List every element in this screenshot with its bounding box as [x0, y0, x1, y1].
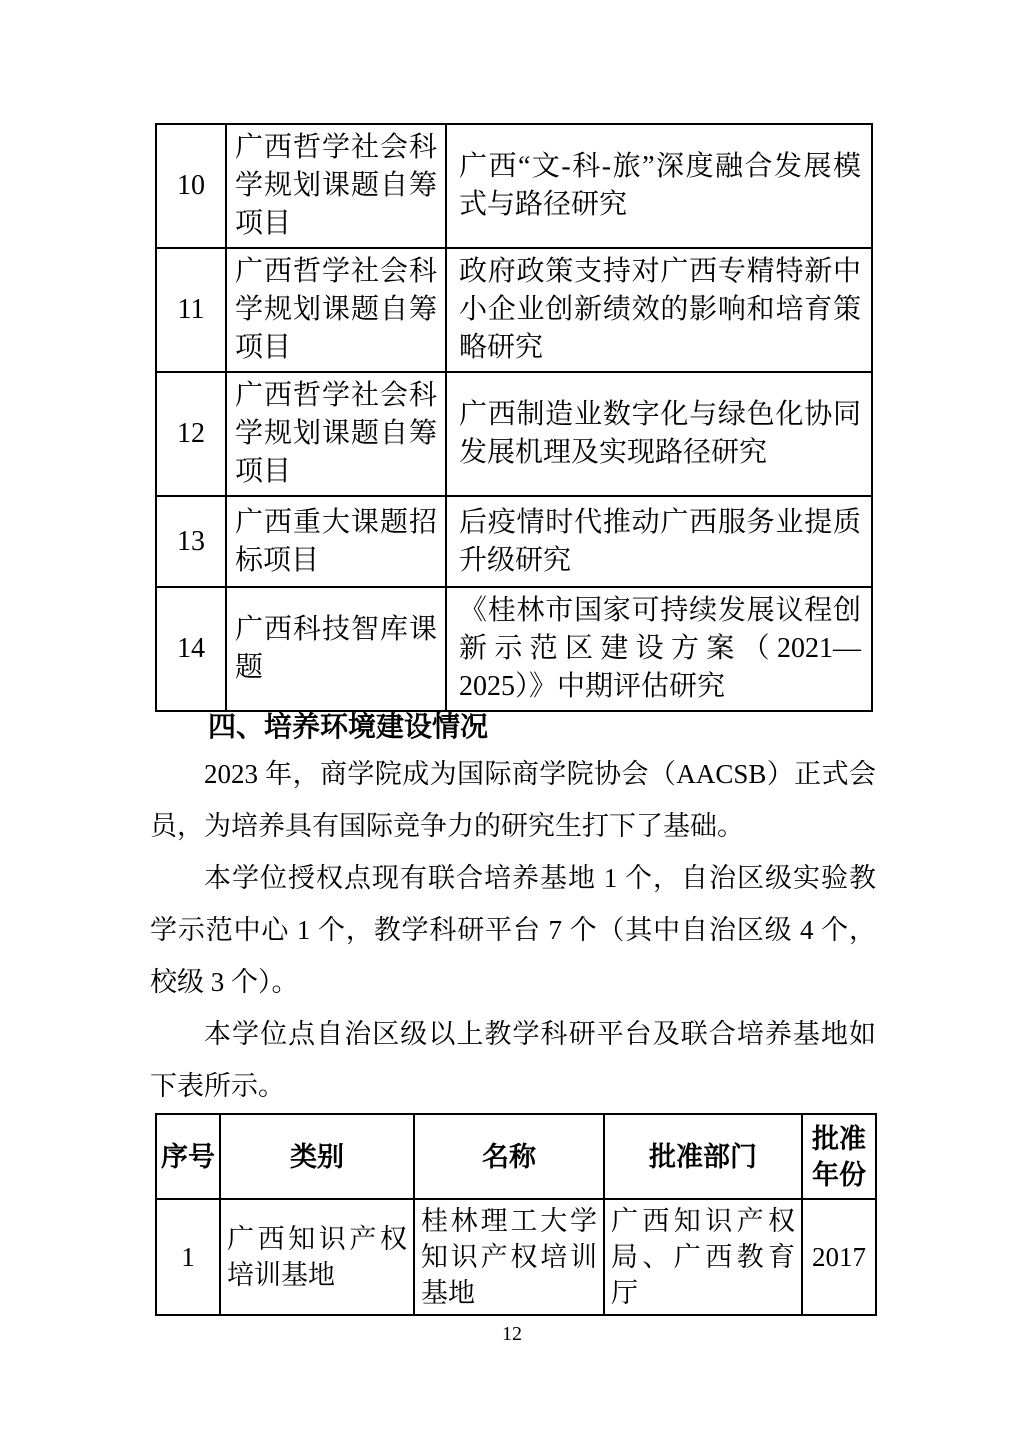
- page-number: 12: [502, 1323, 522, 1345]
- project-row: [156, 496, 872, 587]
- body-paragraph: 2023 年，商学院成为国际商学院协会（AACSB）正式会员，为培养具有国际竞争力的研究生打下了基础。: [150, 759, 876, 841]
- platform-no: 1: [156, 1199, 220, 1315]
- column-header-year: 批准年份: [802, 1114, 876, 1199]
- platform-department: 广西知识产权局、广西教育厅: [604, 1199, 802, 1315]
- project-title: 广西制造业数字化与绿色化协同发展机理及实现路径研究: [446, 372, 872, 496]
- project-title: 广西“文-科-旅”深度融合发展模式与路径研究: [446, 124, 872, 248]
- project-type: 广西哲学社会科学规划课题自筹项目: [226, 248, 446, 372]
- section-body: [150, 748, 876, 1112]
- column-header-category: 类别: [220, 1114, 414, 1199]
- project-type: 广西哲学社会科学规划课题自筹项目: [226, 372, 446, 496]
- project-title: 《桂林市国家可持续发展议程创新示范区建设方案（2021—2025）》中期评估研究: [446, 587, 872, 711]
- project-row: [156, 124, 872, 248]
- body-paragraph: 本学位点自治区级以上教学科研平台及联合培养基地如下表所示。: [150, 1019, 876, 1101]
- project-no: 10: [156, 124, 226, 248]
- column-header-name: 名称: [414, 1114, 604, 1199]
- body-paragraph: 本学位授权点现有联合培养基地 1 个，自治区级实验教学示范中心 1 个，教学科研平台 7 个（其中自治区级 4 个，校级 3 个）。: [150, 863, 876, 997]
- project-row: [156, 248, 872, 372]
- section-heading: 四、培养环境建设情况: [208, 711, 489, 742]
- project-type: 广西科技智库课题: [226, 587, 446, 711]
- project-no: 12: [156, 372, 226, 496]
- platforms-table: [155, 1113, 877, 1316]
- project-row: [156, 372, 872, 496]
- project-no: 14: [156, 587, 226, 711]
- platforms-header-row: [156, 1114, 876, 1199]
- projects-table: [155, 123, 873, 712]
- platform-category: 广西知识产权培训基地: [220, 1199, 414, 1315]
- platform-name: 桂林理工大学知识产权培训基地: [414, 1199, 604, 1315]
- platform-row: [156, 1199, 876, 1315]
- project-type: 广西哲学社会科学规划课题自筹项目: [226, 124, 446, 248]
- platform-year: 2017: [802, 1199, 876, 1315]
- column-header-no: 序号: [156, 1114, 220, 1199]
- project-no: 11: [156, 248, 226, 372]
- project-title: 后疫情时代推动广西服务业提质升级研究: [446, 496, 872, 587]
- project-row: [156, 587, 872, 711]
- project-type: 广西重大课题招标项目: [226, 496, 446, 587]
- project-no: 13: [156, 496, 226, 587]
- column-header-department: 批准部门: [604, 1114, 802, 1199]
- project-title: 政府政策支持对广西专精特新中小企业创新绩效的影响和培育策略研究: [446, 248, 872, 372]
